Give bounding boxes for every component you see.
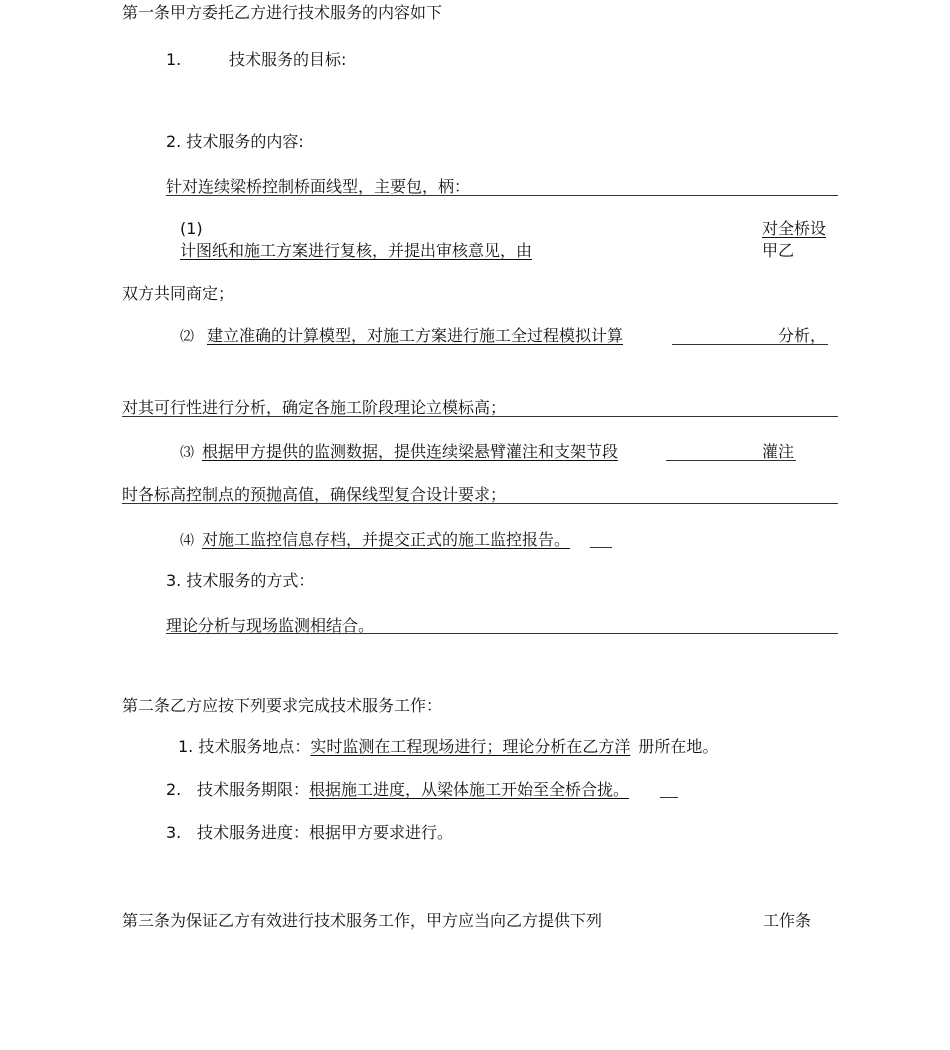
item2-text: 建立准确的计算模型，对施工方案进行施工全过程模拟计算 xyxy=(207,326,624,345)
article2-heading: 第二条乙方应按下列要求完成技术服务工作： xyxy=(122,696,443,715)
item3-continuation: 时各标高控制点的预抛高值，确保线型复合设计要求； xyxy=(122,485,507,504)
progress-number: 3. xyxy=(166,823,182,842)
article1-heading: 第一条甲方委托乙方进行技术服务的内容如下 xyxy=(122,3,443,22)
item1-text: 计图纸和施工方案进行复核，并提出审核意见，由 xyxy=(180,241,533,260)
method-text-underline xyxy=(166,633,838,634)
item3-text: 根据甲方提供的监测数据，提供连续梁悬臂灌注和支架节段 xyxy=(202,442,619,461)
goal-label: 技术服务的目标: xyxy=(229,50,347,69)
item3-number: ⑶ xyxy=(180,445,194,461)
place-label: 1. 技术服务地点： xyxy=(178,737,311,756)
article3-heading-right: 工作条 xyxy=(763,911,812,930)
period-row xyxy=(197,779,629,801)
item3-right: 灌注 xyxy=(762,442,795,461)
article3-heading: 第三条为保证乙方有效进行技术服务工作，甲方应当向乙方提供下列 xyxy=(122,911,603,930)
place-row xyxy=(178,736,718,758)
progress-label: 技术服务进度：根据甲方要求进行。 xyxy=(197,823,454,842)
goal-number: 1. xyxy=(166,50,182,69)
item3-continuation-underline xyxy=(122,503,838,504)
period-number: 2. xyxy=(166,780,182,799)
item4-number: ⑷ xyxy=(180,533,194,549)
item4-text: 对施工监控信息存档，并提交正式的施工监控报告。 xyxy=(202,530,571,549)
method-text: 理论分析与现场监测相结合。 xyxy=(166,616,375,635)
item1-right-a: 对全桥设 xyxy=(762,219,827,238)
method-label: 3. 技术服务的方式： xyxy=(166,571,315,590)
place-value: 实时监测在工程现场进行；理论分析在乙方洋 xyxy=(310,737,631,756)
period-tail-underline xyxy=(660,797,678,798)
item4-tail-underline xyxy=(590,547,612,548)
period-value: 根据施工进度，从梁体施工开始至全桥合拢。 xyxy=(309,780,630,799)
period-label: 技术服务期限： xyxy=(197,780,310,799)
place-tail: 册所在地。 xyxy=(638,737,719,756)
content-label: 2. 技术服务的内容: xyxy=(166,132,304,151)
item2-continuation-underline xyxy=(122,416,838,417)
item2-number: ⑵ xyxy=(180,329,194,345)
item1-number: (1) xyxy=(180,219,203,238)
item1-right-b: 甲乙 xyxy=(762,241,795,260)
item2-right: 分析， xyxy=(778,326,827,345)
content-intro-underline xyxy=(166,195,838,196)
content-intro: 针对连续梁桥控制桥面线型，主要包，柄： xyxy=(166,177,471,196)
item1-continuation: 双方共同商定； xyxy=(122,284,235,303)
item2-continuation: 对其可行性进行分析，确定各施工阶段理论立模标高； xyxy=(122,398,507,417)
